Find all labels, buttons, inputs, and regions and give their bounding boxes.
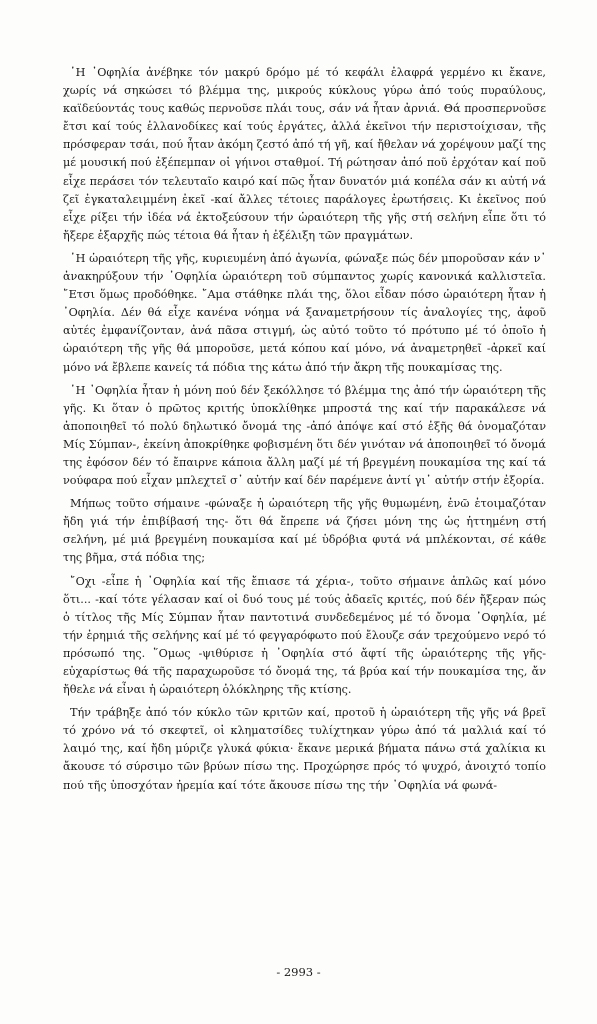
paragraph-2: ῾Η ὡραιότερη τῆς γῆς, κυριευμένη ἀπό ἀγωνία, φώναξε πώς δέν μποροῦσαν κάν ν᾿ ἀνακηρύξουν τήν ᾿Οφηλία ὡραιότερη τοῦ σύμπαντος χωρίς κανονικά καλλιστεῖα. ῎Ετσι ὅμως προδόθηκε. ῎Αμα στάθηκε πλάι της, ὅλοι εἶδαν πόσο ὡραιότερη ἦταν ἡ ᾿Οφηλία. Δέν θά εἶχε κανένα νόημα νά ξαναμετρήσουν τίς ἀναλογίες της, ἀφοῦ αὐτές ἐμφανίζονταν, ἀνά πᾶσα στιγμή, ὡς αὐτό τοῦτο τό πρότυπο μέ τό ὁποῖο ἡ ὡραιότερη τῆς γῆς θά μποροῦσε, μετά κόπου καί μόνο, νά ἀναμετρηθεῖ -ἀρκεῖ καί μόνο νά ἔβλεπε κανείς τά πόδια της κάτω ἀπό τήν ἄκρη τῆς πουκαμίσας της. [63,251,546,374]
paragraph-3: ῾Η ᾿Οφηλία ἦταν ἡ μόνη πού δέν ξεκόλλησε τό βλέμμα της ἀπό τήν ὡραιότερη τῆς γῆς. Κι ὅταν ὁ πρῶτος κριτής ὑποκλίθηκε μπροστά της καί τήν παρακάλεσε νά ἀποποιηθεῖ τό πολύ δηλωτικό ὄνομά της -ἀπό ἀπόψε καί στό ἑξῆς θά ὀνομαζόταν Μίς Σύμπαν-, ἐκείνη ἀποκρίθηκε φοβισμένη ὅτι δέν γινόταν νά ἀποποιηθεῖ τό ὄνομά της ἐφόσον δέν τό ἔπαιρνε κάποια ἄλλη μαζί μέ τή βρεγμένη πουκαμίσα της καί τά νούφαρα πού εἶχαν μπλεχτεῖ σ᾿ αὐτήν καί δέν παρέμενε ἀντί γι᾿ αὐτήν στήν ἐξορία. [63,383,546,488]
paragraph-1: ῾Η ᾿Οφηλία ἀνέβηκε τόν μακρύ δρόμο μέ τό κεφάλι ἐλαφρά γερμένο κι ἔκανε, χωρίς νά σηκώσει τό βλέμμα της, μικρούς κύκλους γύρω ἀπό τούς πυραύλους, καϊδεύοντάς τους καθώς περνοῦσε πλάι τους, σάν νά ἦταν ἀρνιά. Θά προσπερνοῦσε ἔτσι καί τούς ἑλλανοδίκες καί τούς ἐργάτες, ἀλλά ἐκεῖνοι τήν περιστοίχισαν, τῆς πρόσφεραν τσάι, πού ἦταν ἀκόμη ζεστό ἀπό τή γῆ, καί ἤθελαν νά χορέψουν μαζί της μέ μουσική πού ἐξέπεμπαν οἱ γήινοι σταθμοί. Τή ρώτησαν ἀπό ποῦ ἐρχόταν καί ποῦ εἶχε περάσει τόν τελευταῖο καιρό καί πῶς ἦταν δυνατόν μιά κοπέλα σάν κι αὐτή νά ζεῖ ἐγκαταλειμμένη ἐκεῖ -καί ἄλλες τέτοιες παράλογες ἐρωτήσεις. Κι ἐκεῖνος πού εἶχε ρίξει τήν ἰδέα νά ἐκτοξεύσουν τήν ὡραιότερη τῆς γῆς στή σελήνη εἶπε ὅτι τό ἤξερε ἐξαρχῆς πώς τέτοια θά ἦταν ἡ ἐξέλιξη τῶν πραγμάτων. [63,66,546,242]
paragraph-5: ῎Οχι -εἶπε ἡ ᾿Οφηλία καί τῆς ἔπιασε τά χέρια-, τοῦτο σήμαινε ἁπλῶς καί μόνο ὅτι... -καί τότε γέλασαν καί οἱ δυό τους μέ τούς ἀδαεῖς κριτές, πού δέν ἤξεραν πώς ὁ τίτλος τῆς Μίς Σύμπαν ἦταν παντοτινά συνδεδεμένος μέ τό ὄνομα ᾿Οφηλία, μέ τήν ἐρημιά τῆς σελήνης καί μέ τό φεγγαρόφωτο πού ἔλουζε σάν τρεχούμενο νερό τό πρόσωπό της. ῞Ομως -ψιθύρισε ἡ ᾿Οφηλία στό ἄφτί τῆς ὡραιότερης τῆς γῆς- εὐχαρίστως θά τῆς παραχωροῦσε τό ὄνομά της, τά βρύα καί τήν πουκαμίσα της, ἄν ἤθελε νά εἶναι ἡ ὡραιότερη ὁλόκληρης τῆς κτίσης. [63,574,546,697]
body-text [63,64,546,800]
paragraph-6: Τήν τράβηξε ἀπό τόν κύκλο τῶν κριτῶν καί, προτοῦ ἡ ὡραιότερη τῆς γῆς νά βρεῖ τό χρόνο νά τό σκεφτεῖ, οἱ κληματσίδες τυλίχτηκαν γύρω ἀπό τά μαλλιά καί τό λαιμό της, καί ἤδη μύριζε γλυκά φύκια· ἔκανε μερικά βήματα πάνω στά χαλίκια κι ἄκουσε τό σύρσιμο τῶν βρύων πίσω της. Προχώρησε πρός τό ψυχρό, ἀνοιχτό τοπίο πού τῆς ὑποσχόταν ἠρεμία καί τότε ἄκουσε πίσω της τήν ᾿Οφηλία νά φωνά- [63,706,546,792]
paragraph-4: Μήπως τοῦτο σήμαινε -φώναξε ἡ ὡραιότερη τῆς γῆς θυμωμένη, ἐνῶ ἑτοιμαζόταν ἤδη γιά τήν ἐπιβίβασή της- ὅτι θά ἔπρεπε νά ζήσει μόνη της ὡς ἡττημένη στή σελήνη, μέ μιά βρεγμένη πουκαμίσα καί μέ ὑδρόβια φυτά νά μπλέκονται, σέ κάθε της βῆμα, στά πόδια της; [63,497,546,565]
page-number: - 2993 - [276,965,321,979]
